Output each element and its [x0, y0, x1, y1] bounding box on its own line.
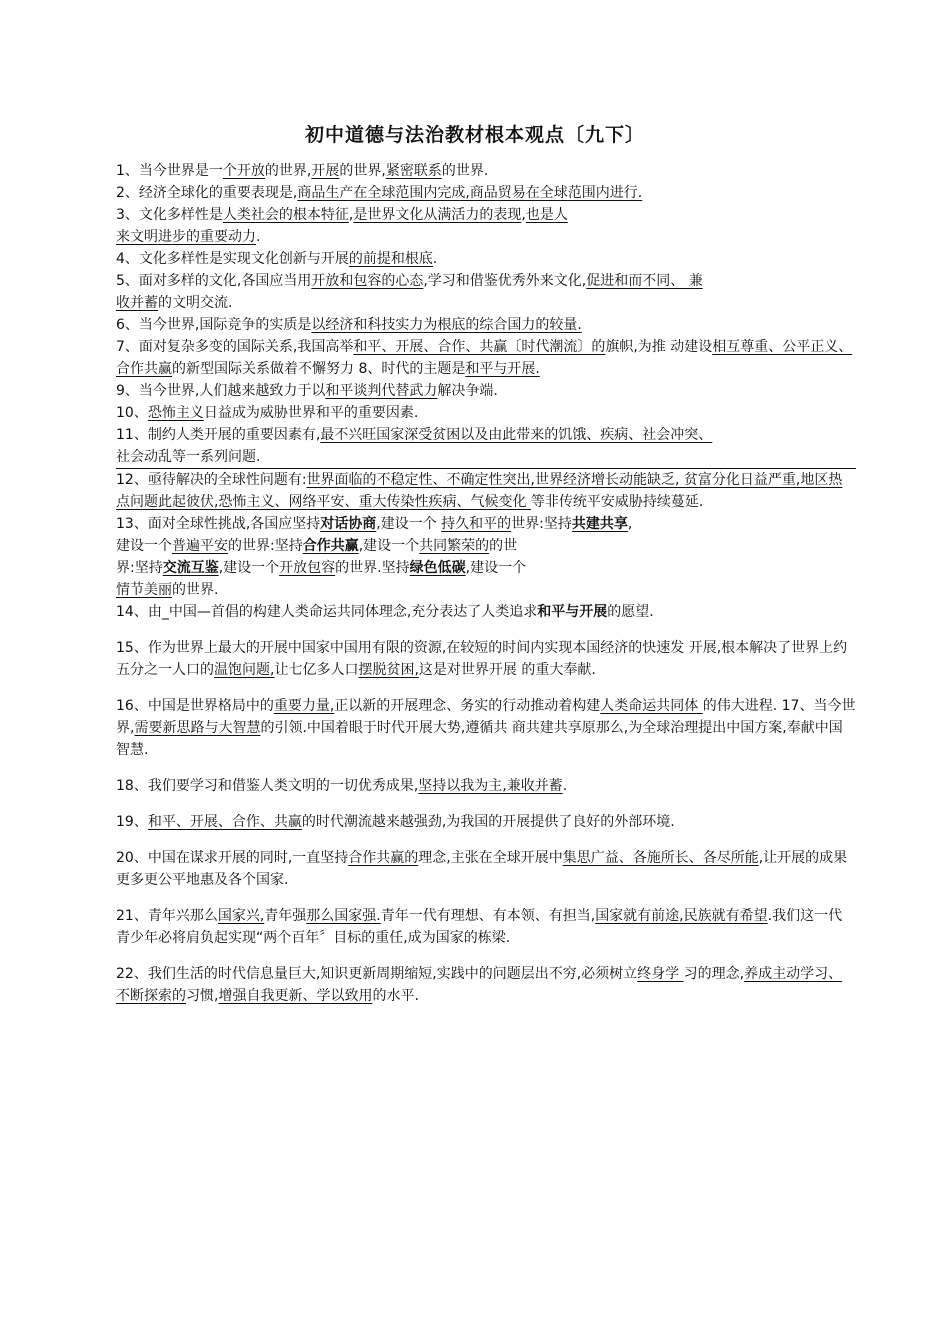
text-segment: 解决争端. [437, 383, 498, 399]
text-segment: 的文明交流. [158, 295, 233, 311]
underlined-key-phrase: 人类命运共同体 [600, 698, 703, 714]
text-segment: , [627, 516, 633, 532]
point-paragraph [116, 469, 856, 513]
point-paragraph [116, 314, 856, 336]
point-paragraph [116, 811, 856, 833]
underlined-key-phrase: 需要新思路与大智慧 [134, 720, 261, 736]
text-segment: 13、面对全球性挑战,各国应坚持 [116, 516, 321, 532]
underlined-key-phrase: 和平谈判代替武力 [325, 383, 438, 399]
text-segment: 世界:坚持 [511, 516, 572, 532]
text-segment: 9、当今世界,人们越来越致力于以 [116, 383, 326, 399]
text-segment: 青年强 [264, 908, 307, 924]
text-segment: 的世界.坚持 [335, 560, 410, 576]
text-segment: ,建设一个 [376, 516, 442, 532]
underlined-key-phrase: 那么国家强. [306, 908, 381, 924]
text-segment: 11、制约人类开展的重要因素有, [116, 427, 321, 443]
text-segment: 让七亿多人口 [274, 662, 359, 678]
text-segment: . [432, 251, 438, 267]
text-segment: 建设一个 [116, 538, 172, 554]
underlined-key-phrase: 对话协商 [320, 516, 377, 532]
text-segment: 的世界, [339, 163, 386, 179]
point-paragraph [116, 637, 856, 681]
underlined-key-phrase: 国家就有前途,民族就有希望 [595, 908, 768, 924]
underlined-key-phrase: 养成主动学习、不断探索的 [116, 966, 843, 1004]
underlined-key-phrase: 合作共赢的 [348, 850, 419, 866]
text-segment: 理念,主张在全球开展中 [418, 850, 563, 866]
underlined-key-phrase: 合作共赢 [302, 538, 359, 554]
text-segment: 的世界. [441, 163, 489, 179]
text-segment: 16、中国是世界格局中的 [116, 698, 274, 714]
text-segment: 19、 [116, 814, 148, 830]
underlined-key-phrase: 增强自我更新、学以致用 [218, 988, 373, 1004]
point-paragraph [116, 402, 856, 424]
text-segment: 14、由_中国—首倡的构建人类命运共同体理念,充分表达了人类追求 [116, 604, 538, 620]
text-segment: . [256, 229, 261, 245]
text-segment: 3、文化多样性是 [116, 207, 223, 223]
text-segment: 社会动乱等一系列问题. [116, 446, 856, 469]
text-segment: ,学习和借鉴优秀外来文化, [423, 273, 587, 289]
underlined-key-phrase: 商品生产在全球范围内完成,商品贸易在全球范围内进行. [297, 185, 643, 201]
underlined-key-phrase: 终身学 [637, 966, 684, 982]
underlined-key-phrase: 持久和平的 [441, 516, 512, 532]
underlined-key-phrase: 国家兴, [217, 908, 265, 924]
text-segment: ,让开展的成果更多更公平地惠及各个国家. [116, 850, 848, 888]
text-segment: 10、 [116, 405, 148, 421]
document-title: 初中道德与法治教材根本观点〔九下〕 [304, 124, 645, 146]
text-segment: 的世 [489, 538, 518, 554]
underlined-key-phrase: 和平、开展、合作、共赢〔时代潮流〕的 [353, 339, 606, 355]
underlined-key-phrase: 重要力量, [273, 698, 335, 714]
text-segment: 6、当今世界,国际竞争的实质是 [116, 317, 312, 333]
underlined-key-phrase: 相互尊重、公平正义、合作共赢 [116, 339, 853, 377]
text-segment: ,建设一个 [218, 560, 280, 576]
text-segment: 界:坚持 [116, 560, 163, 576]
underlined-key-phrase: 人类社会的根本特征 [222, 207, 349, 223]
text-segment: 旗帜,为推 动建设 [605, 339, 713, 355]
point-paragraph [116, 775, 856, 797]
underlined-key-phrase: 共同繁荣的 [419, 538, 490, 554]
underlined-key-phrase: 和平与开展. [465, 361, 540, 377]
underlined-key-phrase: 摆脱贫困, [358, 662, 419, 678]
underlined-key-phrase: 开展 [311, 163, 340, 179]
underlined-key-phrase: 和平、开展、合作、共赢 [147, 814, 302, 830]
text-segment: ,建设一个 [358, 538, 420, 554]
text-segment: 5、面对多样的文化,各国应当用 [116, 273, 312, 289]
point-paragraph [116, 270, 856, 314]
text-segment: , [521, 207, 526, 223]
text-segment: .我们这一代青少年必将肩负起实现“两个百年〞目标的重任,成为国家的栋梁. [116, 908, 843, 946]
underlined-key-phrase: 以经济和科技实力为根底的综合国力的较量. [311, 317, 582, 333]
point-paragraph [116, 601, 856, 623]
text-segment: 21、青年兴那么 [116, 908, 218, 924]
point-paragraph [116, 513, 856, 601]
text-segment: 正以新的开展理念、务实的行动推动着构建 [334, 698, 601, 714]
underlined-key-phrase: 恐怖主义 [147, 405, 204, 421]
underlined-key-phrase: 开放和包容的心态 [311, 273, 424, 289]
text-segment: 的世界, [264, 163, 312, 179]
underlined-key-phrase: 是世界文化从满活力的表现 [353, 207, 522, 223]
text-segment: 18、我们要学习和借鉴人类文明的一切优秀成果, [116, 778, 419, 794]
text-segment: 的引领.中国着眼于时代开展大势,遵循共 商共建共享原那么,为全球治理提出中国方案,奉献中国智慧. [116, 720, 843, 758]
point-paragraph [116, 336, 856, 380]
underlined-key-phrase: 促进和而不同、 兼 [586, 273, 703, 289]
text-segment: 20、中国在谋求开展的同时,一直坚持 [116, 850, 349, 866]
point-paragraph [116, 847, 856, 891]
text-segment: 15、作为世界上最大的开展中国家中国用有限的资源,在较短的时间内实现本国经济的快速发 开展,根本解决了世界上约五分之一人口的 [116, 640, 848, 678]
text-segment: 的世界:坚持 [228, 538, 303, 554]
text-segment: . [562, 778, 568, 794]
underlined-key-phrase: 开放包容 [279, 560, 336, 576]
underlined-key-phrase: 的前提和根底 [348, 251, 433, 267]
text-segment: 的新型国际关系做着不懈努力 8、时代的主题是 [172, 361, 466, 377]
underlined-key-phrase: 也是人 [525, 207, 568, 223]
text-segment: 青年一代有理想、有本领、有担当, [380, 908, 596, 924]
underlined-key-phrase: 绿色低碳 [409, 560, 466, 576]
underlined-key-phrase: 温饱问题, [214, 662, 275, 678]
underlined-key-phrase: 共建共享 [571, 516, 628, 532]
text-segment: 的水平. [372, 988, 419, 1004]
point-paragraph [116, 204, 856, 248]
text-segment: 习的理念, [683, 966, 745, 982]
underlined-key-phrase: 情节美丽 [116, 582, 172, 598]
text-segment: 1、当今世界是一 [116, 163, 223, 179]
text-segment: ,建设一个 [465, 560, 527, 576]
text-segment: 的时代潮流越来越强劲,为我国的开展提供了良好的外部环境. [301, 814, 675, 830]
text-segment: 22、我们生活的时代信息量巨大,知识更新周期缩短,实践中的问题层出不穷,必须树立 [116, 966, 638, 982]
text-segment: 的世界. [172, 582, 219, 598]
underlined-key-phrase: 集思广益、各施所长、各尽所能 [562, 850, 759, 866]
text-segment: , [348, 207, 354, 223]
underlined-key-phrase: 交流互鉴 [162, 560, 219, 576]
text-segment: 12、亟待解决的全球性问题有: [116, 472, 307, 488]
text-segment: 习惯, [186, 988, 219, 1004]
underlined-key-phrase: 收并蓄 [116, 295, 158, 311]
document-body [116, 160, 856, 1007]
point-paragraph [116, 424, 856, 469]
text-segment: 的伟大进程. 17、当今世界, [116, 698, 856, 736]
underlined-key-phrase: 世界面临的不稳定性、不确定性突出,世界经济增长动能缺乏, 贫富分化日益严重,地区热点问题此起彼伏,恐怖主义、网络平安、重大传染性疾病、气候变化 [116, 472, 843, 510]
text-segment: 2、经济全球化的重要表现是, [116, 185, 298, 201]
point-paragraph [116, 380, 856, 402]
text-segment: 等非传统平安威胁持续蔓延. [530, 494, 704, 510]
underlined-key-phrase: 普遍平安 [172, 538, 228, 554]
text-segment: 日益成为威胁世界和平的重要因素. [203, 405, 419, 421]
underlined-key-phrase: 个开放 [222, 163, 265, 179]
bold-key-phrase: 和平与开展 [537, 604, 608, 620]
point-paragraph [116, 905, 856, 949]
text-segment: 的愿望. [607, 604, 654, 620]
point-paragraph [116, 963, 856, 1007]
underlined-key-phrase: 来文明进步的重要动力 [116, 229, 256, 245]
underlined-key-phrase: 紧密联系 [385, 163, 442, 179]
text-segment: 这是对世界开展 的重大奉献. [418, 662, 596, 678]
point-paragraph [116, 248, 856, 270]
point-paragraph [116, 160, 856, 182]
point-paragraph [116, 695, 856, 761]
text-segment: 4、文化多样性是实现文化创新与开展 [116, 251, 349, 267]
underlined-key-phrase: 最不兴旺国家深受贫困以及由此带来的饥饿、疾病、社会冲突、 [320, 427, 713, 443]
point-paragraph [116, 182, 856, 204]
text-segment: 7、面对复杂多变的国际关系,我国高举 [116, 339, 354, 355]
underlined-key-phrase: 坚持以我为主,兼收并蓄 [418, 778, 563, 794]
